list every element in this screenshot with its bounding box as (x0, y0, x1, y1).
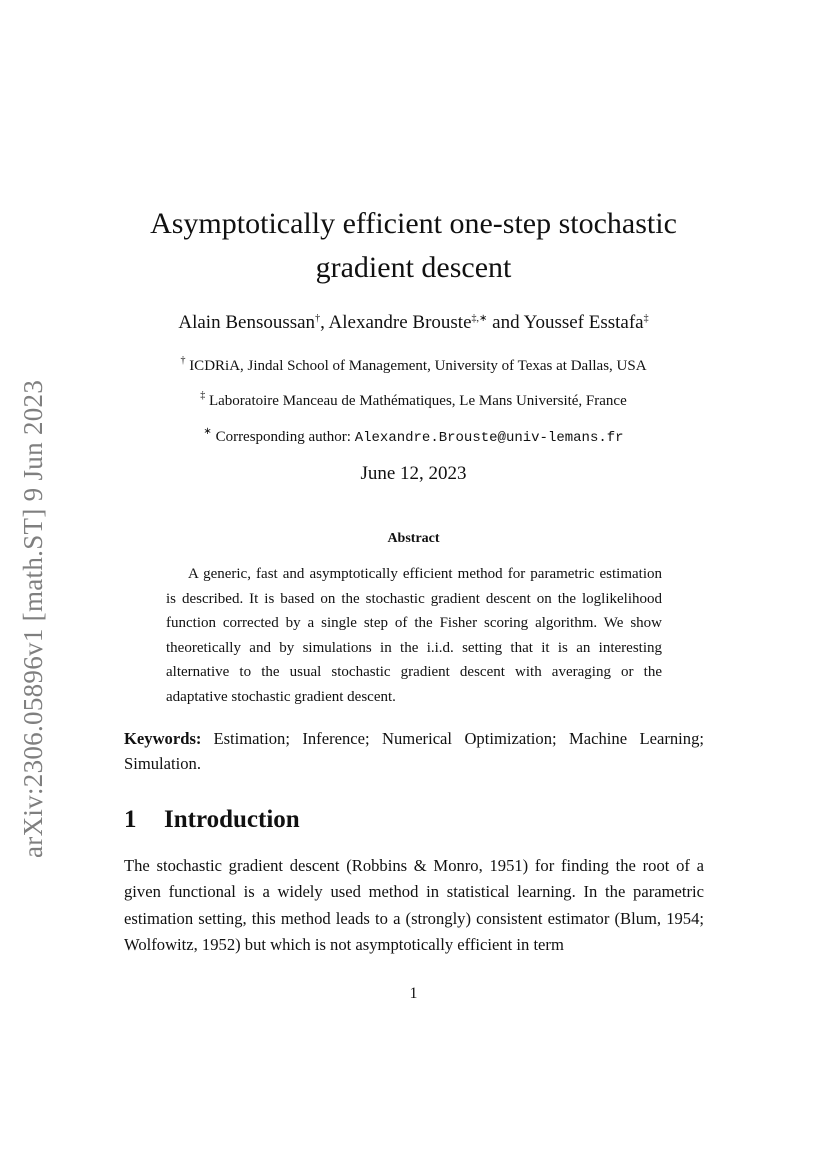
affiliation-2 (0, 390, 827, 410)
affiliation-1-mark: † (180, 355, 186, 366)
author-2-mark: ‡,∗ (471, 313, 488, 324)
keywords-label: Keywords: (124, 729, 202, 748)
intro-paragraph: The stochastic gradient descent (Robbins & Monro, 1951) for finding the root of a given functional is a widely used method in statistical learning. In the parametric estimation setting, this method leads to a (strongly) consistent estimator (Blum, 1954; Wolfowitz, 1952) but which is not asymptotically efficient in term (124, 856, 704, 955)
author-separator-1: , (320, 312, 329, 333)
title-line-2: gradient descent (315, 251, 512, 284)
author-list (0, 312, 827, 334)
author-3-name: Youssef Esstafa (523, 312, 644, 333)
affiliation-1 (0, 355, 827, 375)
section-number: 1 (124, 806, 137, 833)
arxiv-stamp: arXiv:2306.05896v1 [math.ST] 9 Jun 2023 (18, 379, 48, 858)
affiliation-2-text: Laboratoire Manceau de Mathématiques, Le Mans Université, France (208, 393, 627, 409)
corresponding-email[interactable]: Alexandre.Brouste@univ-lemans.fr (354, 430, 624, 446)
keywords-text: Estimation; Inference; Numerical Optimization; Machine Learning; Simulation. (124, 729, 704, 773)
affiliation-1-text: ICDRiA, Jindal School of Management, University of Texas at Dallas, USA (189, 358, 647, 374)
keywords (124, 726, 704, 776)
author-1-name: Alain Bensoussan (178, 312, 316, 333)
section-heading (124, 806, 300, 834)
abstract-heading: Abstract (387, 531, 440, 546)
author-3-mark: ‡ (643, 313, 649, 324)
section-title: Introduction (164, 806, 300, 833)
paper-date: June 12, 2023 (360, 463, 467, 484)
corresponding-mark: ∗ (203, 426, 212, 437)
author-separator-2: and (487, 312, 524, 333)
corresponding-label: Corresponding author: (215, 429, 355, 445)
abstract-body: A generic, fast and asymptotically efficient method for parametric estimation is described. It is based on the stochastic gradient descent on the loglikelihood function corrected by a single step of the Fisher scoring algorithm. We show theoretically and by simulations in the i.i.d. setting that it is an interesting alternative to the usual stochastic gradient descent with averaging or the adaptative stochastic gradient descent. (166, 566, 662, 705)
author-2-name: Alexandre Brouste (328, 312, 472, 333)
corresponding-author (0, 426, 827, 446)
paper-title (0, 202, 827, 290)
title-line-1: Asymptotically efficient one-step stochastic (150, 207, 677, 240)
author-1-mark: † (315, 313, 321, 324)
affiliation-2-mark: ‡ (200, 390, 206, 401)
page-number: 1 (409, 985, 418, 1002)
